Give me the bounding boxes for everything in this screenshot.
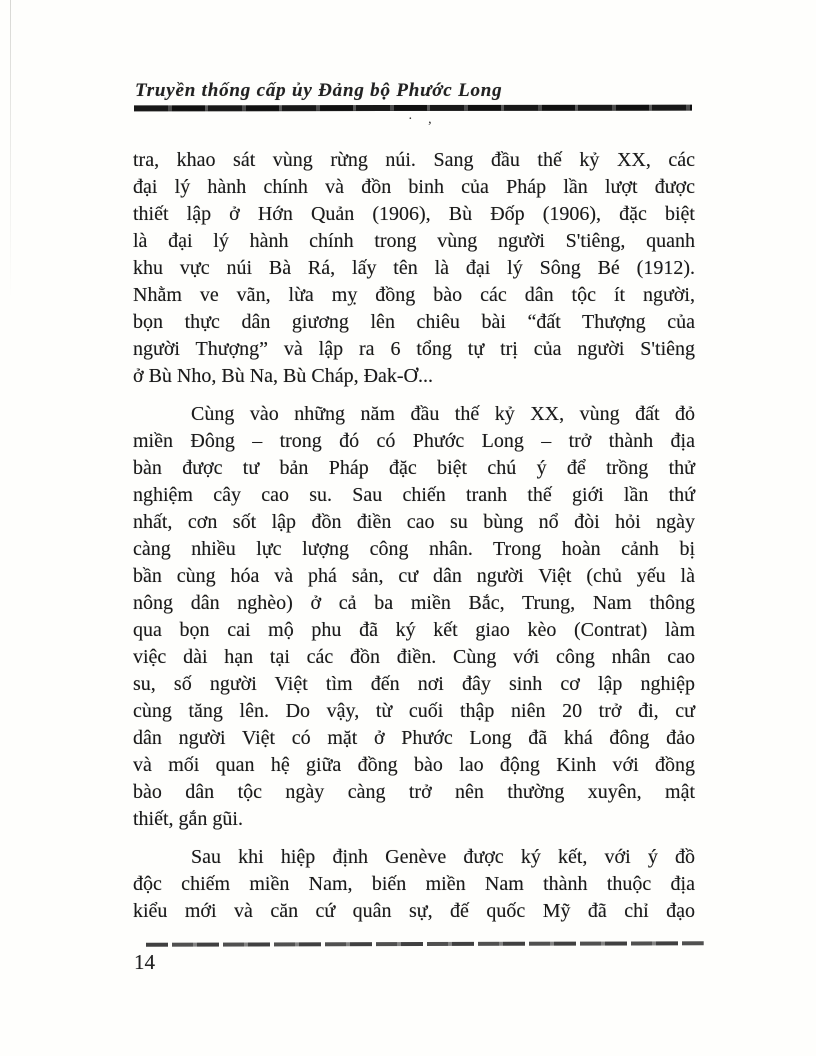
running-header-title: Truyền thống cấp ủy Đảng bộ Phước Long xyxy=(135,80,503,101)
text-line: dân người Việt có mặt ở Phước Long đã khá đông đảo xyxy=(133,727,695,749)
text-line: Cùng vào những năm đầu thế kỷ XX, vùng đất đỏ xyxy=(191,403,695,425)
paragraph xyxy=(133,401,695,833)
text-line: ở Bù Nho, Bù Na, Bù Cháp, Đak-Ơ... xyxy=(133,365,433,387)
text-line: nhất, cơn sốt lập đồn điền cao su bùng nổ đòi hỏi ngày xyxy=(133,511,695,533)
text-line: thiết, gắn gũi. xyxy=(133,808,243,830)
text-line: cùng tăng lên. Do vậy, từ cuối thập niên 20 trở đi, cư xyxy=(133,700,695,722)
text-line: độc chiếm miền Nam, biến miền Nam thành thuộc địa xyxy=(133,873,695,895)
text-line: và mối quan hệ giữa đồng bào lao động Kinh với đồng xyxy=(133,754,695,776)
paragraph xyxy=(133,844,695,925)
text-line: Nhằm ve vãn, lừa mỵ đồng bào các dân tộc ít người, xyxy=(133,284,695,306)
text-line: việc dài hạn tại các đồn điền. Cùng với công nhân cao xyxy=(133,646,695,668)
text-line: Sau khi hiệp định Genève được ký kết, với ý đồ xyxy=(191,846,695,868)
text-line: bào dân tộc ngày càng trở nên thường xuyên, mật xyxy=(133,781,695,803)
text-line: khu vực núi Bà Rá, lấy tên là đại lý Sông Bé (1912). xyxy=(133,257,695,279)
text-line: bọn thực dân giương lên chiêu bài “đất Thượng của xyxy=(133,311,695,333)
text-line: thiết lập ở Hớn Quản (1906), Bù Đốp (1906), đặc biệt xyxy=(133,203,695,225)
header-stray-mark: · , xyxy=(408,112,438,127)
text-line: tra, khao sát vùng rừng núi. Sang đầu thế kỷ XX, các xyxy=(133,149,695,171)
text-line: là đại lý hành chính trong vùng người S'tiêng, quanh xyxy=(133,230,695,252)
text-line: miền Đông – trong đó có Phước Long – trở thành địa xyxy=(133,430,695,452)
text-line: nông dân nghèo) ở cả ba miền Bắc, Trung, Nam thông xyxy=(133,592,695,614)
text-line: đại lý hành chính và đồn binh của Pháp lần lượt được xyxy=(133,176,695,198)
text-line: bần cùng hóa và phá sản, cư dân người Việt (chủ yếu là xyxy=(133,565,695,587)
text-line: nghiệm cây cao su. Sau chiến tranh thế giới lần thứ xyxy=(133,484,695,506)
footer-rule xyxy=(146,941,704,946)
text-line: qua bọn cai mộ phu đã ký kết giao kèo (Contrat) làm xyxy=(133,619,695,641)
text-line: càng nhiều lực lượng công nhân. Trong hoàn cảnh bị xyxy=(133,538,695,560)
text-line: bàn được tư bản Pháp đặc biệt chú ý để trồng thử xyxy=(133,457,695,479)
text-line: su, số người Việt tìm đến nơi đây sinh cơ lập nghiệp xyxy=(133,673,695,695)
text-line: người Thượng” và lập ra 6 tổng tự trị của người S'tiêng xyxy=(133,338,695,360)
paragraph xyxy=(133,147,695,390)
page-number: 14 xyxy=(134,950,155,974)
text-line: kiểu mới và căn cứ quân sự, đế quốc Mỹ đã chỉ đạo xyxy=(133,900,695,922)
body-text-block xyxy=(133,147,695,925)
scan-edge-artifact xyxy=(10,0,11,300)
header-rule xyxy=(134,105,692,112)
